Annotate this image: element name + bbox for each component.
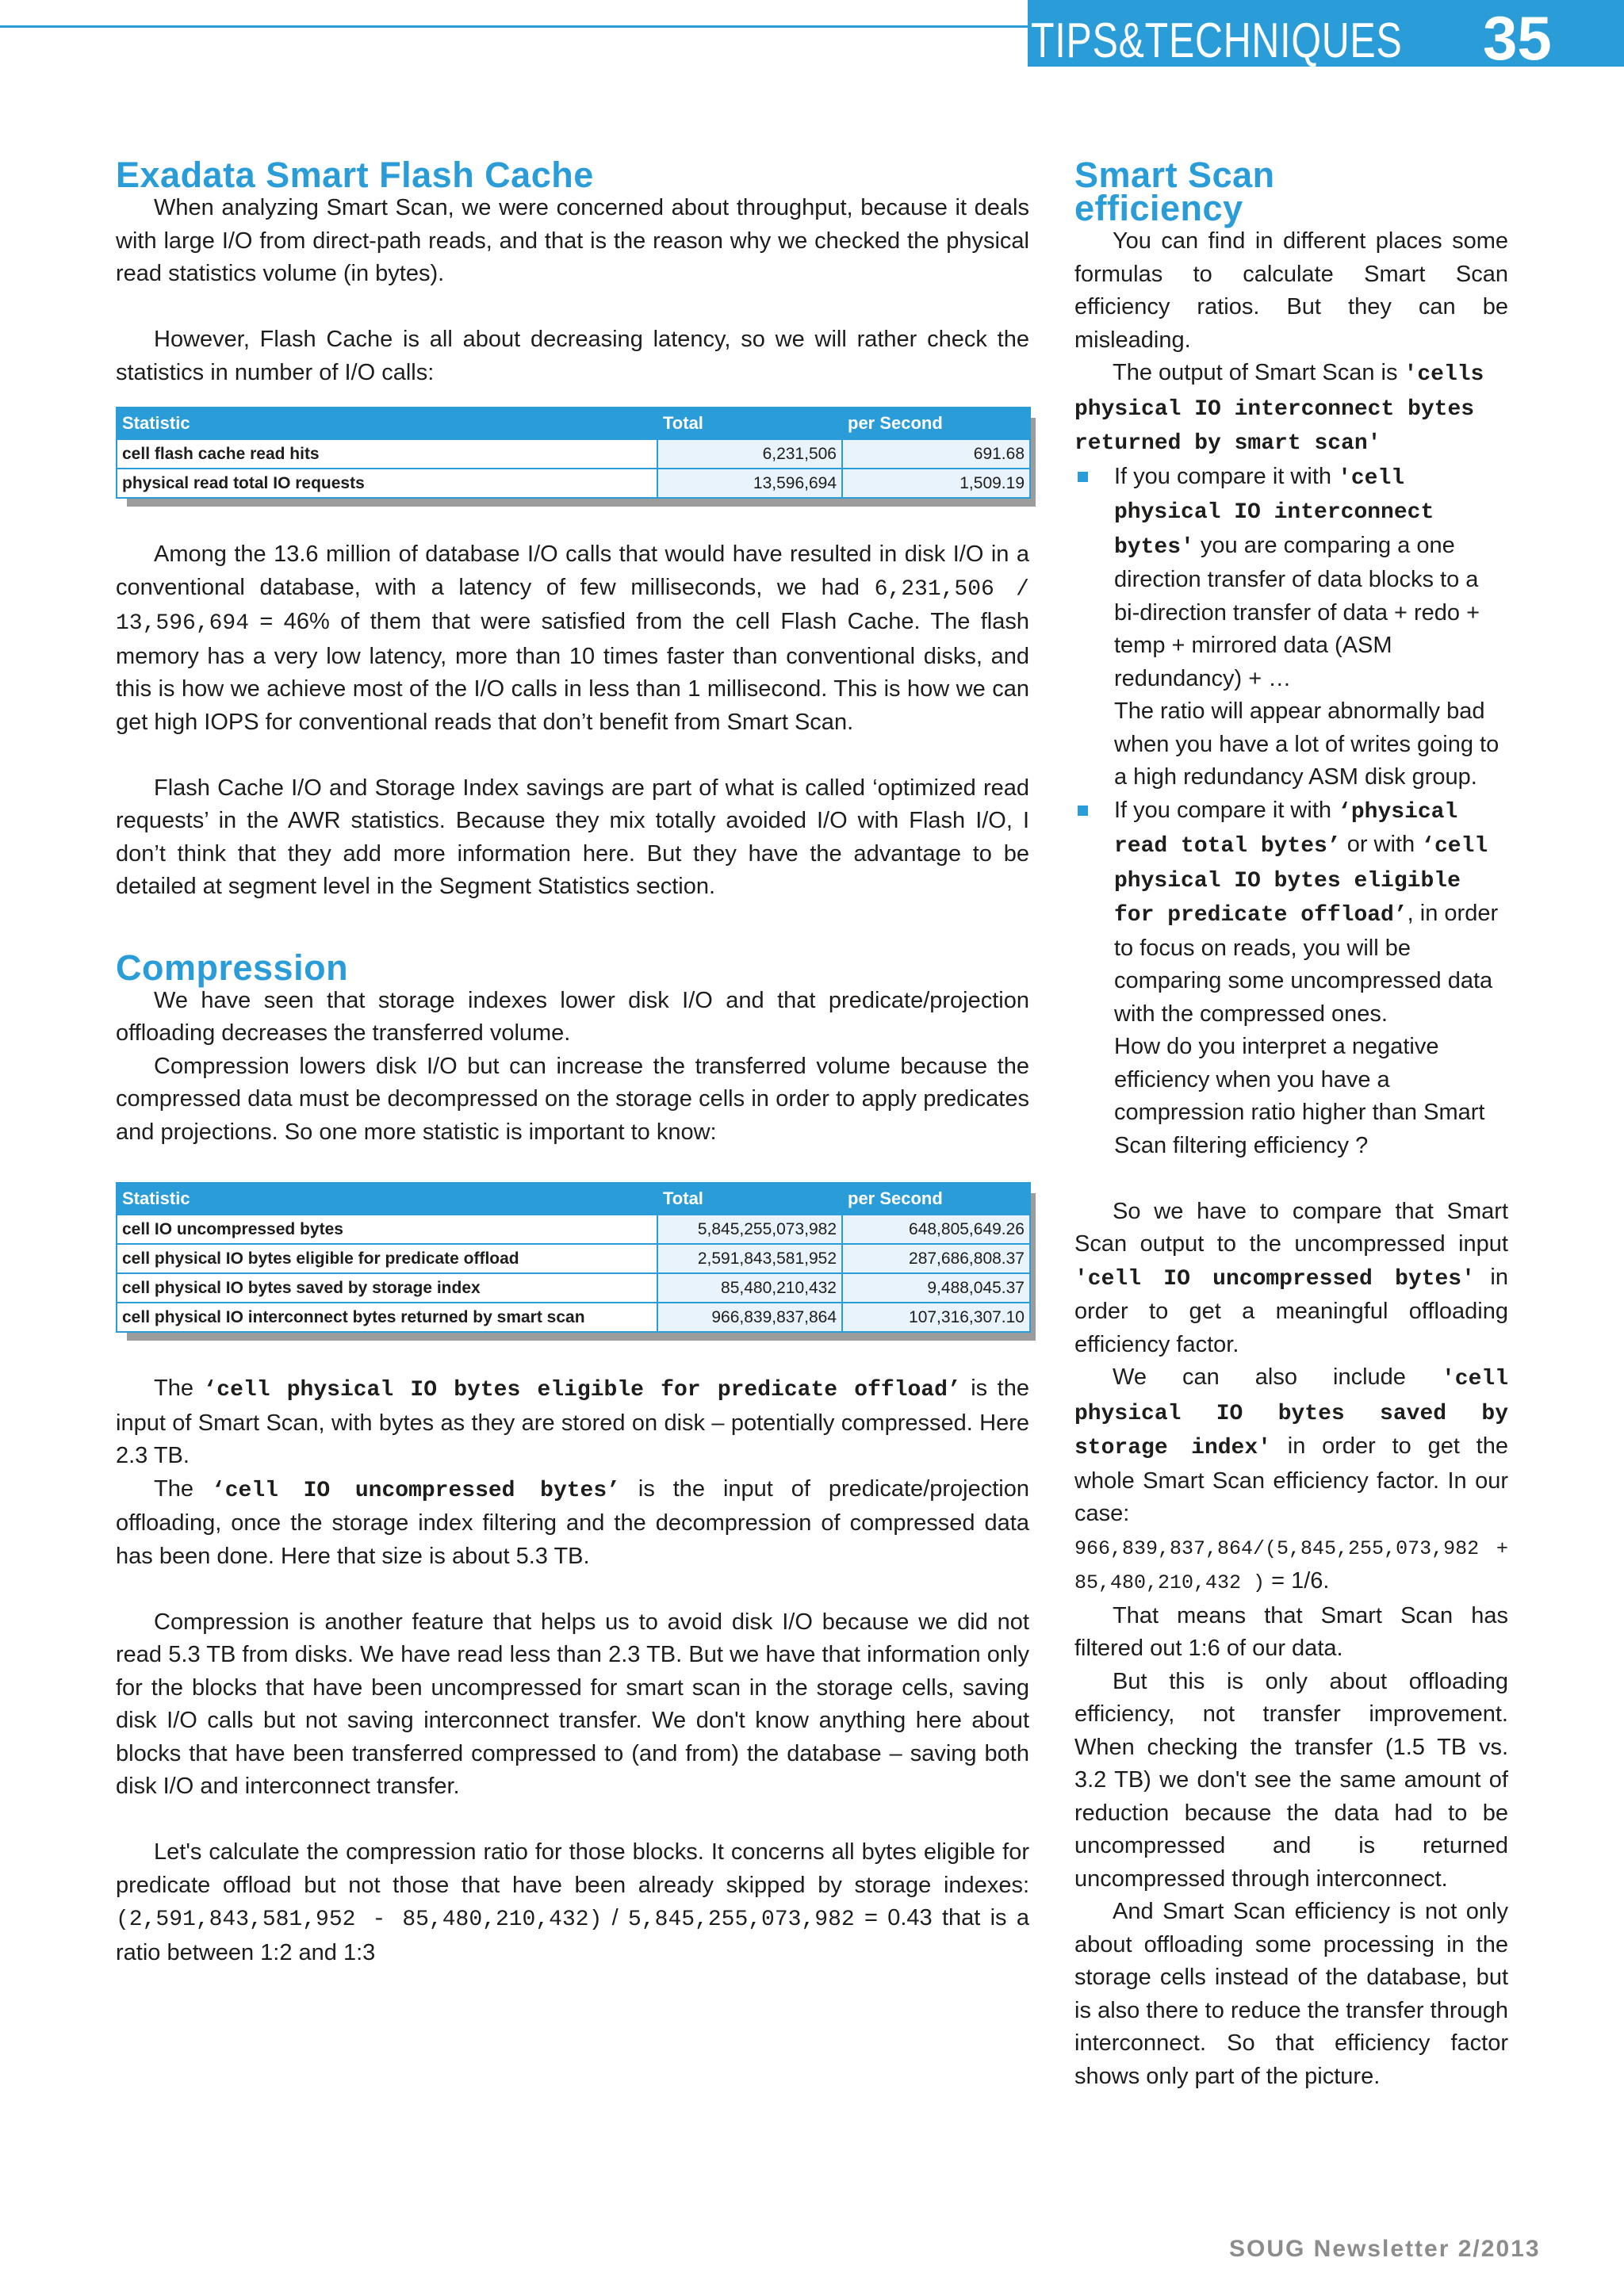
paragraph: Compression lowers disk I/O but can increase the transferred volume because the compressed data must be decompressed on the storage cells in order to apply predicates and projections. So one more statistic is important to know: [116,1053,1029,1145]
paragraph: Among the 13.6 million of database I/O calls that would have resulted in disk I/O in a conventional database, with a latency of few milliseconds, we had 6,231,506 / 13,596,694 = 46% of them that were satisfied from the cell Flash Cache. The flash memory has a very low latency, more than 10 times faster than conventional disks, and this is how we achieve most of the I/O calls in less than 1 millisecond. This is how we can get high IOPS for conventional reads that don’t benefit from Smart Scan. [116,541,1029,735]
left-column [116,155,1029,1969]
paragraph: The ‘cell physical IO bytes eligible for predicate offload’ is the input of Smart Scan, with bytes as they are stored on disk – potentially compressed. Here 2.3 TB. [116,1376,1029,1468]
per-second-value: 648,805,649.26 [842,1215,1030,1244]
per-second-value: 9,488,045.37 [842,1273,1030,1303]
paragraph: However, Flash Cache is all about decreasing latency, so we will rather check the statistics in number of I/O calls: [116,327,1029,385]
paragraph: Flash Cache I/O and Storage Index savings are part of what is called ‘optimized read requests’ in the AWR statistics. Because they mix totally avoided I/O with Flash I/O, I don’t think that they add more information here. But they have the advantage to be detailed at segment level in the Segment Statistics section. [116,775,1029,899]
column-header: Statistic [117,408,657,439]
statistic-name: cell physical IO bytes eligible for predicate offload [117,1244,657,1273]
list-item: If you compare it with ‘physical read total bytes’ or with ‘cell physical IO bytes eligible for predicate offload’, in order to focus on reads, you will be comparing some uncompressed data with the compressed ones. How do you interpret a negative efficiency when you have a compression ratio higher than Smart Scan filtering efficiency ? [1074,794,1508,1163]
header-rule [0,25,1028,28]
section-title: TIPS&TECHNIQUES [1031,13,1403,68]
statistic-name: cell physical IO interconnect bytes returned by smart scan [117,1303,657,1332]
list-item: If you compare it with 'cell physical IO interconnect bytes' you are comparing a one direction transfer of data blocks to a bi-direction transfer of data + redo + temp + mirrored data (ASM redundancy) + … The ratio will appear abnormally bad when you have a lot of writes going to a high redundancy ASM disk group. [1074,461,1508,794]
table-row [117,1273,1030,1303]
per-second-value: 287,686,808.37 [842,1244,1030,1273]
paragraph: We can also include 'cell physical IO bytes saved by storage index' in order to get the whole Smart Scan efficiency factor. In our case: 966,839,837,864/(5,845,255,073,982 + 85,480,210,432 ) = 1/6. [1074,1364,1508,1594]
table-row [117,1215,1030,1244]
bullet-icon [1078,472,1088,482]
paragraph: Compression is another feature that helps us to avoid disk I/O because we did not read 5.3 TB from disks. We have read less than 2.3 TB. But we have that information only for the blocks that have been uncompressed for smart scan in the storage cells, saving disk I/O calls but not saving interconnect transfer. We don't know anything here about blocks that have been transferred compressed to (and from) the database – saving both disk I/O and interconnect transfer. [116,1609,1029,1799]
statistic-name: physical read total IO requests [117,469,657,498]
paragraph: Let's calculate the compression ratio for those blocks. It concerns all bytes eligible for predicate offload but not those that have been already skipped by storage indexes: (2,591,843,581,952 - 85,480,210,432) / 5,845,255,073,982 = 0.43 that is a ratio between 1:2 and 1:3 [116,1839,1029,1965]
paragraph: But this is only about offloading efficiency, not transfer improvement. When checking the transfer (1.5 TB vs. 3.2 TB) we don't see the same amount of reduction because the data had to be uncompressed and is returned uncompressed through interconnect. [1074,1668,1508,1892]
per-second-value: 1,509.19 [842,469,1030,498]
paragraph: When analyzing Smart Scan, we were concerned about throughput, because it deals with large I/O from direct-path reads, and that is the reason why we checked the physical read statistics volume (in bytes). [116,195,1029,286]
footer-newsletter: SOUG Newsletter 2/2013 [1229,2236,1541,2262]
heading-smart-scan-efficiency: Smart Scan efficiency [1074,155,1275,228]
per-second-value: 107,316,307.10 [842,1303,1030,1332]
column-header: Total [657,1183,842,1215]
total-value: 5,845,255,073,982 [657,1215,842,1244]
paragraph: So we have to compare that Smart Scan output to the uncompressed input 'cell IO uncompressed bytes' in order to get a meaningful offloading efficiency factor. [1074,1198,1508,1357]
total-value: 6,231,506 [657,439,842,469]
flash-cache-table [116,407,1029,499]
total-value: 85,480,210,432 [657,1273,842,1303]
right-column [1074,155,1508,2093]
column-header: Statistic [117,1183,657,1215]
statistic-name: cell physical IO bytes saved by storage index [117,1273,657,1303]
paragraph: We have seen that storage indexes lower disk I/O and that predicate/projection offloading decreases the transferred volume. [116,987,1029,1046]
paragraph: And Smart Scan efficiency is not only about offloading some processing in the storage cells instead of the database, but is also there to reduce the transfer through interconnect. So that efficiency factor shows only part of the picture. [1074,1899,1508,2089]
heading-compression: Compression [116,947,349,988]
per-second-value: 691.68 [842,439,1030,469]
table-row [117,1244,1030,1273]
statistic-name: cell IO uncompressed bytes [117,1215,657,1244]
paragraph: The ‘cell IO uncompressed bytes’ is the input of predicate/projection offloading, once the storage index filtering and the decompression of compressed data has been done. Here that size is about 5.3 TB. [116,1475,1029,1569]
column-header: per Second [842,408,1030,439]
total-value: 966,839,837,864 [657,1303,842,1332]
column-header: per Second [842,1183,1030,1215]
total-value: 13,596,694 [657,469,842,498]
table-row [117,1303,1030,1332]
statistic-name: cell flash cache read hits [117,439,657,469]
table-row [117,439,1030,469]
column-header: Total [657,408,842,439]
table-row [117,469,1030,498]
total-value: 2,591,843,581,952 [657,1244,842,1273]
heading-flash-cache: Exadata Smart Flash Cache [116,155,594,195]
page-number: 35 [1483,3,1552,73]
paragraph: That means that Smart Scan has filtered out 1:6 of our data. [1074,1602,1508,1661]
compression-table [116,1182,1029,1333]
paragraph: The output of Smart Scan is 'cells physical IO interconnect bytes returned by smart scan' [1074,360,1484,456]
bullet-icon [1078,806,1088,816]
paragraph: You can find in different places some formulas to calculate Smart Scan efficiency ratios. But they can be misleading. [1074,228,1508,353]
